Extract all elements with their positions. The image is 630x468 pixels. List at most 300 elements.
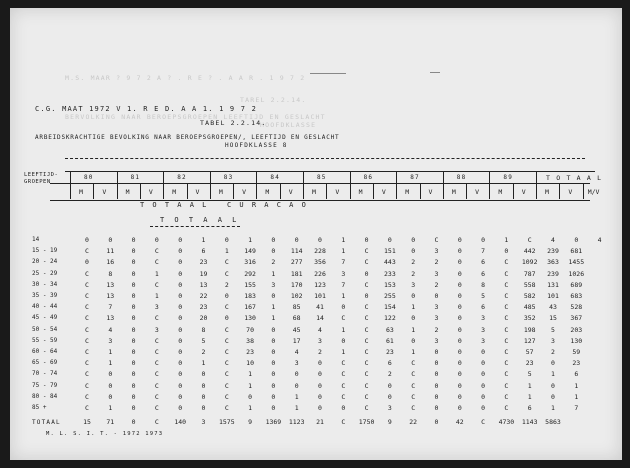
table-cell: 356	[314, 258, 326, 267]
table-cell: 38	[246, 336, 254, 345]
total-cell: 4730	[498, 418, 515, 426]
table-cell: C	[154, 258, 159, 267]
table-cell: C	[224, 325, 229, 334]
table-cell: 0	[178, 303, 183, 312]
table-cell: C	[224, 370, 229, 379]
group-divider	[536, 171, 537, 183]
table-cell: 0	[387, 236, 392, 244]
table-cell: 681	[570, 247, 583, 256]
row-age-label: 50 - 54	[32, 325, 58, 333]
document-header-line: C.G. MAAT 1972 V 1. R E D. A A 1. 1 9 7 2	[35, 105, 257, 113]
group-divider	[163, 171, 164, 183]
table-cell: 0	[271, 325, 276, 334]
table-cell: 61	[385, 336, 394, 345]
table-cell: 3	[271, 280, 276, 289]
table-cell: 0	[131, 292, 136, 300]
row-age-label: 25 - 29	[32, 269, 58, 277]
table-cell: C	[364, 348, 369, 356]
table-cell: 0	[457, 303, 462, 312]
table-cell: 3	[481, 336, 486, 345]
table-cell: 3	[387, 404, 392, 412]
table-cell: 0	[318, 236, 322, 244]
table-cell: 43	[549, 303, 557, 312]
table-cell: 0	[178, 258, 183, 267]
table-cell: 0	[271, 359, 276, 368]
table-cell: 0	[411, 292, 416, 300]
table-cell: 485	[523, 303, 536, 312]
table-cell: 0	[178, 236, 183, 244]
table-cell: 130	[244, 314, 256, 323]
table-cell: 233	[384, 269, 396, 278]
table-cell: C	[364, 392, 369, 401]
table-cell: C	[364, 314, 369, 323]
table-cell: 85	[292, 303, 301, 312]
sex-header-1: V	[102, 188, 107, 196]
group-divider	[396, 171, 397, 183]
total-cell: 9	[387, 418, 392, 426]
table-cell: 0	[85, 236, 89, 244]
table-cell: 6	[481, 303, 486, 312]
table-cell: 6	[574, 370, 579, 379]
table-cell: 154	[384, 303, 396, 312]
table-cell: 0	[551, 359, 555, 368]
row-age-label: 15 - 19	[32, 247, 58, 255]
table-cell: 0	[457, 392, 462, 401]
total-row-label: TOTAAL	[32, 419, 61, 426]
row-age-label: 14	[32, 236, 40, 243]
table-cell: 0	[411, 236, 416, 244]
table-cell: 198	[523, 325, 536, 334]
table-cell: 239	[547, 269, 559, 278]
table-cell: 0	[178, 348, 183, 356]
table-cell: C	[224, 381, 229, 390]
table-cell: 22	[199, 292, 208, 300]
table-cell: C	[504, 370, 509, 379]
table-cell: C	[85, 348, 89, 356]
table-cell: 1	[574, 381, 579, 390]
sex-header-16: M	[451, 188, 456, 196]
table-cell: 292	[244, 269, 256, 278]
table-cell: 0	[108, 236, 113, 244]
table-cell: C	[85, 314, 89, 323]
table-cell: 68	[292, 314, 301, 323]
table-cell: C	[154, 381, 159, 390]
row-age-label: 35 - 39	[32, 292, 58, 299]
table-cell: 0	[178, 292, 183, 300]
table-cell: 1	[341, 348, 346, 356]
table-cell: 0	[481, 359, 486, 368]
table-cell: 0	[131, 236, 136, 244]
sex-header-8: M	[265, 188, 270, 196]
header-rule-bottom	[50, 200, 590, 201]
group-header-4: 84	[270, 174, 281, 181]
ghost-line-2: TAREL 2.2.14.	[240, 96, 307, 104]
table-cell: 19	[199, 269, 208, 278]
sex-header-20: M	[545, 188, 549, 196]
table-cell: 3	[108, 336, 113, 345]
table-cell: 0	[574, 236, 579, 244]
table-cell: 0	[248, 392, 253, 401]
group-divider	[303, 171, 304, 183]
table-cell: 0	[108, 392, 113, 401]
table-cell: 4	[318, 325, 322, 334]
table-cell: 2	[411, 258, 416, 267]
table-cell: 0	[318, 359, 322, 368]
table-cell: 0	[364, 292, 369, 300]
table-cell: 0	[108, 370, 113, 379]
table-cell: 0	[294, 236, 299, 244]
table-cell: 0	[457, 348, 462, 356]
table-cell: 683	[570, 292, 583, 300]
table-cell: 1092	[521, 258, 538, 267]
table-cell: 0	[481, 370, 486, 379]
table-cell: 2	[411, 269, 416, 278]
table-cell: 2	[434, 280, 439, 289]
table-cell: 59	[572, 348, 581, 356]
table-cell: C	[504, 269, 509, 278]
table-cell: 0	[271, 348, 276, 356]
table-cell: 0	[411, 314, 416, 323]
table-cell: 1	[271, 269, 276, 278]
table-subtitle: ARBEIDSKRACHTIGE BEVOLKING NAAR BEROEPSGROEPEN/, LEEFTIJD EN GESLACHT	[35, 134, 340, 141]
table-cell: 0	[434, 370, 439, 379]
table-cell: C	[85, 359, 89, 368]
table-cell: 0	[131, 325, 136, 334]
table-cell: 0	[131, 381, 136, 390]
table-cell: 23	[525, 359, 534, 368]
header-rule-mid	[65, 171, 595, 172]
sex-divider	[583, 184, 584, 199]
group-header-3: 83	[223, 174, 234, 181]
table-cell: 0	[178, 314, 183, 323]
table-cell: 0	[457, 370, 462, 379]
section-underline	[150, 226, 240, 228]
ghost-line-1: M.S. MAAR ? 9 7 2 A ? . R E ? . A A R . 1 9 7 2	[65, 74, 306, 82]
table-cell: C	[504, 348, 509, 356]
table-cell: 0	[271, 392, 276, 401]
table-cell: 0	[434, 292, 439, 300]
table-cell: 6	[481, 258, 486, 267]
table-cell: 0	[131, 404, 136, 412]
table-cell: 0	[178, 269, 183, 278]
table-cell: 0	[434, 392, 439, 401]
table-cell: C	[504, 381, 509, 390]
table-cell: 1	[341, 325, 346, 334]
table-cell: 0	[131, 247, 136, 256]
table-cell: C	[85, 370, 89, 379]
header-rule-top	[65, 158, 585, 160]
table-cell: 0	[154, 236, 159, 244]
row-age-label: 55 - 59	[32, 336, 58, 344]
table-cell: 3	[551, 336, 555, 345]
sex-header-14: M	[405, 188, 410, 196]
sex-header-11: V	[335, 188, 340, 196]
table-cell: 0	[457, 404, 462, 412]
table-cell: 2	[271, 258, 276, 267]
table-cell: C	[154, 247, 159, 256]
table-cell: 0	[318, 381, 322, 390]
section-title-curacao: T O T A A L C U R A C A O	[140, 201, 308, 209]
table-cell: 4	[551, 236, 555, 244]
table-cell: 0	[178, 247, 183, 256]
table-cell: 0	[131, 359, 136, 368]
table-cell: C	[341, 381, 346, 390]
table-cell: C	[364, 258, 369, 267]
table-cell: 363	[547, 258, 559, 267]
total-cell: 22	[409, 418, 418, 426]
table-cell: 122	[384, 314, 396, 323]
table-cell: 6	[481, 269, 486, 278]
table-cell: 0	[178, 325, 183, 334]
table-cell: 0	[387, 381, 392, 390]
table-cell: 0	[481, 236, 486, 244]
table-cell: 0	[271, 292, 276, 300]
sex-header-3: V	[148, 188, 153, 196]
table-cell: 0	[131, 348, 136, 356]
total-cell: 9	[248, 418, 253, 426]
table-cell: 0	[434, 404, 439, 412]
table-cell: 0	[178, 336, 183, 345]
table-cell: C	[364, 336, 369, 345]
table-cell: 0	[481, 404, 486, 412]
table-cell: 1	[294, 404, 299, 412]
table-cell: C	[224, 359, 229, 368]
table-cell: 0	[131, 303, 136, 312]
sex-header-12: M	[358, 188, 363, 196]
table-cell: C	[154, 404, 159, 412]
table-cell: 20	[199, 314, 208, 323]
table-cell: 1	[224, 247, 229, 256]
total-cell: 42	[455, 418, 464, 426]
sex-divider	[536, 184, 537, 199]
table-cell: 226	[314, 269, 326, 278]
table-cell: C	[154, 314, 159, 323]
document-page	[10, 8, 622, 460]
row-age-label: 20 - 24	[32, 258, 58, 266]
table-cell: 5	[481, 292, 486, 300]
sex-header-13: V	[381, 188, 386, 196]
table-cell: C	[154, 370, 159, 379]
table-cell: 0	[411, 336, 416, 345]
total-cell: 140	[174, 418, 187, 426]
table-cell: 0	[364, 236, 369, 244]
table-cell: 0	[457, 381, 462, 390]
table-cell: C	[364, 280, 369, 289]
table-cell: C	[224, 303, 229, 312]
group-header-8: 88	[456, 174, 467, 181]
total-cell: 21	[316, 418, 324, 426]
table-cell: C	[224, 258, 229, 267]
table-cell: C	[364, 404, 369, 412]
table-cell: C	[85, 404, 89, 412]
table-number: TABEL 2.2.14.	[200, 119, 267, 127]
table-cell: 3	[434, 303, 439, 312]
table-cell: 13	[106, 314, 115, 323]
sex-divider	[489, 184, 490, 199]
row-age-label: 80 - 84	[32, 392, 58, 400]
table-cell: 155	[244, 280, 256, 289]
table-cell: C	[85, 292, 89, 300]
table-cell: C	[85, 303, 89, 312]
table-cell: C	[364, 359, 369, 368]
table-cell: 1	[574, 392, 579, 401]
table-cell: 0	[457, 292, 462, 300]
total-cell: C	[341, 418, 346, 426]
total-cell: 1575	[218, 418, 235, 426]
table-cell: 1	[411, 348, 416, 356]
row-age-label: 65 - 69	[32, 359, 58, 367]
table-cell: 2	[387, 370, 392, 379]
table-cell: 1	[201, 236, 206, 244]
table-cell: C	[504, 258, 509, 267]
group-divider	[256, 171, 257, 183]
sex-header-6: M	[218, 188, 223, 196]
table-cell: 0	[318, 404, 322, 412]
table-cell: 4	[108, 325, 113, 334]
table-cell: 101	[314, 292, 326, 300]
row-age-label: 60 - 64	[32, 348, 58, 355]
table-cell: 7	[341, 280, 346, 289]
sex-divider	[513, 184, 514, 199]
table-cell: C	[341, 370, 346, 379]
sex-divider	[350, 184, 351, 199]
row-age-label: 45 - 49	[32, 314, 58, 322]
table-cell: 0	[551, 392, 555, 401]
row-age-label: 40 - 44	[32, 303, 58, 311]
table-cell: 3	[411, 280, 416, 289]
table-cell: 0	[481, 381, 486, 390]
table-cell: 0	[178, 404, 183, 412]
table-cell: C	[411, 381, 416, 390]
table-cell: 130	[570, 336, 583, 345]
table-cell: 23	[572, 359, 581, 368]
table-cell: 4	[294, 348, 299, 356]
table-cell: 15	[549, 314, 557, 323]
sex-header-5: V	[195, 188, 200, 196]
table-cell: C	[364, 303, 369, 312]
table-cell: 23	[385, 348, 394, 356]
sex-divider	[280, 184, 281, 199]
sex-divider	[163, 184, 164, 199]
table-cell: C	[85, 336, 89, 345]
table-cell: 0	[178, 370, 183, 379]
table-cell: 1	[248, 381, 253, 390]
group-header-7: 87	[410, 174, 420, 181]
table-cell: 0	[131, 370, 136, 379]
row-age-label: 30 - 34	[32, 280, 58, 288]
table-cell: C	[341, 314, 346, 323]
sex-divider	[420, 184, 421, 199]
table-cell: 151	[384, 247, 396, 256]
table-cell: 442	[523, 247, 536, 256]
table-cell: 3	[318, 336, 322, 345]
table-cell: 0	[318, 392, 322, 401]
table-cell: C	[504, 404, 509, 412]
table-cell: 123	[314, 280, 326, 289]
table-cell: 3	[434, 247, 439, 256]
table-cell: 3	[481, 314, 486, 323]
table-cell: C	[504, 303, 509, 312]
table-cell: 102	[290, 292, 303, 300]
table-cell: 0	[341, 303, 346, 312]
sex-divider	[233, 184, 234, 199]
table-cell: 1	[201, 359, 206, 368]
sex-header-10: M	[312, 188, 316, 196]
sex-header-19: V	[521, 188, 526, 196]
table-cell: 5	[527, 370, 532, 379]
table-cell: 0	[271, 247, 276, 256]
table-cell: 1	[154, 292, 159, 300]
table-cell: 2	[434, 258, 439, 267]
group-header-6: 86	[363, 174, 374, 181]
table-cell: 4	[597, 236, 602, 244]
table-cell: 1	[248, 404, 253, 412]
sex-divider	[466, 184, 467, 199]
table-cell: 0	[457, 314, 462, 323]
footer-note: M. L. S. I. T. - 1972 1973	[46, 431, 164, 437]
table-cell: 8	[201, 325, 206, 334]
table-cell: 0	[108, 381, 113, 390]
table-cell: 7	[481, 247, 486, 256]
total-cell: 15	[83, 418, 91, 426]
table-cell: 0	[341, 336, 346, 345]
table-cell: 131	[547, 280, 559, 289]
table-cell: 7	[341, 258, 346, 267]
table-cell: 0	[364, 269, 369, 278]
table-cell: 0	[294, 381, 299, 390]
table-cell: 3	[434, 314, 439, 323]
table-cell: C	[341, 392, 346, 401]
table-cell: C	[224, 348, 229, 356]
table-cell: 1	[527, 392, 532, 401]
sex-divider	[373, 184, 374, 199]
table-cell: 57	[525, 348, 534, 356]
table-cell: C	[85, 325, 89, 334]
total-cell: 1123	[288, 418, 305, 426]
table-cell: 0	[224, 314, 229, 323]
sex-divider	[210, 184, 211, 199]
total-cell: 0	[434, 418, 439, 426]
group-header-9: 89	[503, 174, 514, 181]
table-cell: 1026	[568, 269, 585, 278]
table-cell: 352	[523, 314, 536, 323]
table-cell: 1	[341, 236, 346, 244]
table-cell: 3	[294, 359, 299, 368]
table-cell: 3	[154, 303, 159, 312]
group-divider	[70, 171, 71, 183]
table-cell: 0	[131, 314, 136, 323]
table-cell: C	[411, 359, 416, 368]
table-cell: 2	[201, 348, 206, 356]
table-cell: 0	[271, 381, 276, 390]
sex-divider	[396, 184, 397, 199]
table-cell: C	[224, 269, 229, 278]
table-cell: 114	[290, 247, 303, 256]
table-cell: 23	[199, 303, 208, 312]
table-cell: 0	[341, 404, 346, 412]
table-cell: 1	[108, 404, 113, 412]
table-cell: 1455	[568, 258, 585, 267]
table-cell: C	[504, 392, 509, 401]
table-cell: 1	[551, 370, 555, 379]
row-age-label: 70 - 74	[32, 370, 58, 378]
sex-header-18: M	[498, 188, 503, 196]
table-cell: 0	[131, 269, 136, 278]
table-cell: C	[434, 236, 439, 244]
sex-header-0: M	[79, 188, 83, 196]
table-cell: C	[85, 392, 89, 401]
table-cell: 3	[481, 325, 486, 334]
